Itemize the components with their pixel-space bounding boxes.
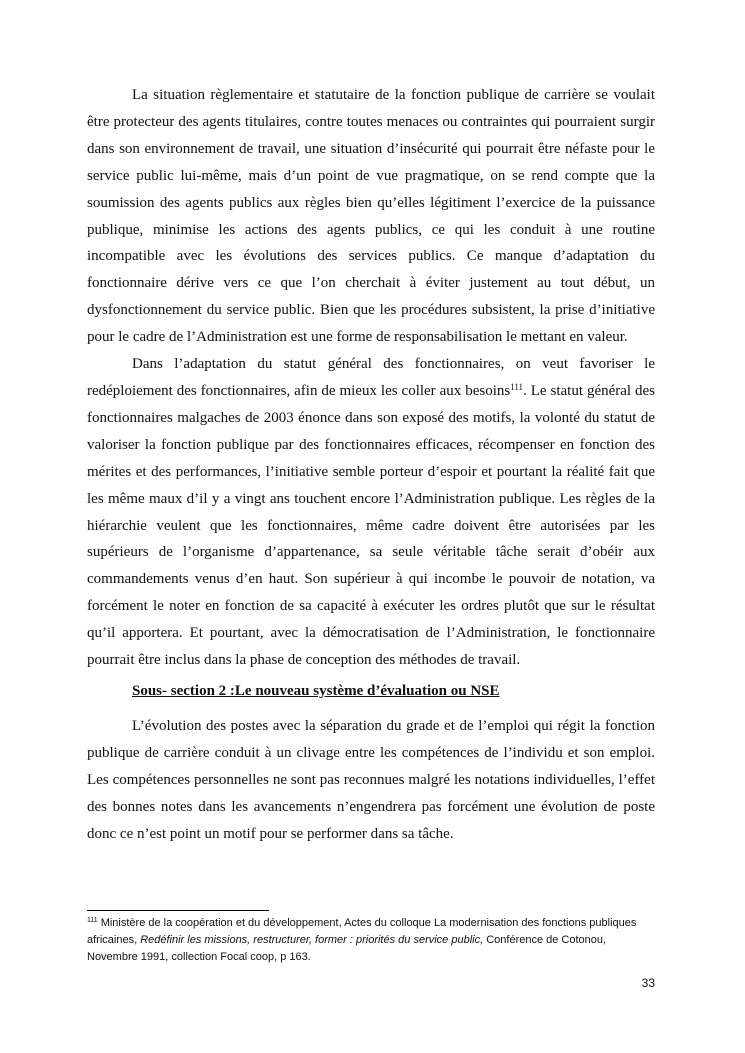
page-number: 33 [641, 976, 655, 990]
footnote-text-end: Conférence de Cotonou, Novembre 1991, collection Focal coop, p 163. [87, 934, 607, 963]
footnote [87, 915, 655, 966]
footnote-separator [87, 910, 269, 911]
subsection-heading: Sous- section 2 :Le nouveau système d’évaluation ou NSE [132, 683, 500, 699]
footnote-number: 111 [87, 917, 98, 924]
paragraph-adaptation-text-end: . Le statut général des fonctionnaires malgaches de 2003 énonce dans son exposé des motifs, la volonté du statut de valoriser la fonction publique par des fonctionnaires efficaces, récompenser en fonction des mérites et des performances, l’initiative semble porteur d’espoir et pourtant la réalité fait que les même maux d’il y a vingt ans touchent encore l’Administration publique. Les règles de la hiérarchie veulent que les fonctionnaires, même cadre doivent être autorisées par les supérieurs de l’organisme d’appartenance, sa seule véritable tâche serait d’obéir aux commandements venus d’en haut. Son supérieur à qui incombe le pouvoir de notation, va forcément le noter en fonction de sa capacité à exécuter les ordres plutôt que sur le résultat qu’il apportera. Et pourtant, avec la démocratisation de l’Administration, le fonctionnaire pourrait être inclus dans la phase de conception des méthodes de travail. [87, 382, 656, 669]
body-text-lower [87, 713, 655, 848]
paragraph-adaptation-statute [87, 351, 655, 674]
footnote-text-start: Ministère de la coopération et du développement, Actes du colloque La modernisation des fonctions publiques africaines, [87, 917, 637, 946]
footnote-reference[interactable]: 111 [510, 381, 524, 392]
paragraph-posts-evolution: L’évolution des postes avec la séparation du grade et de l’emploi qui régit la fonction publique de carrière conduit à un clivage entre les compétences de l’individu et son emploi. Les compétences personnelles ne sont pas reconnues malgré les notations individuelles, l’effet des bonnes notes dans les avancements n’engendrera pas forcément une évolution de poste donc ce n’est point un motif pour se performer dans sa tâche. [87, 718, 655, 842]
footnote-italic-title: Redéfinir les missions, restructurer, former : priorités du service public, [140, 934, 484, 946]
paragraph-statutory-situation: La situation règlementaire et statutaire de la fonction publique de carrière se voulait être protecteur des agents titulaires, contre toutes menaces ou contraintes qui pourraient surgir dans son environnement de travail, une situation d’insécurité qui pourrait être néfaste pour le service public lui-même, mais d’un point de vue pragmatique, on se rend compte que la soumission des agents publics aux règles bien qu’elles légitiment l’exercice de la puissance publique, minimise les actions des agents publics, ce qui les conduit à une routine incompatible avec les évolutions des services publics. Ce manque d’adaptation du fonctionnaire dérive vers ce que l’on cherchait à éviter justement au tout début, un dysfonctionnement du service public. Bien que les procédures subsistent, la prise d’initiative pour le cadre de l’Administration est une forme de responsabilisation le mettant en valeur. [87, 87, 655, 346]
paragraph-adaptation-text-start: Dans l’adaptation du statut général des fonctionnaires, on veut favoriser le redéploiement des fonctionnaires, afin de mieux les coller aux besoins [87, 356, 655, 399]
body-text-upper [87, 82, 655, 674]
